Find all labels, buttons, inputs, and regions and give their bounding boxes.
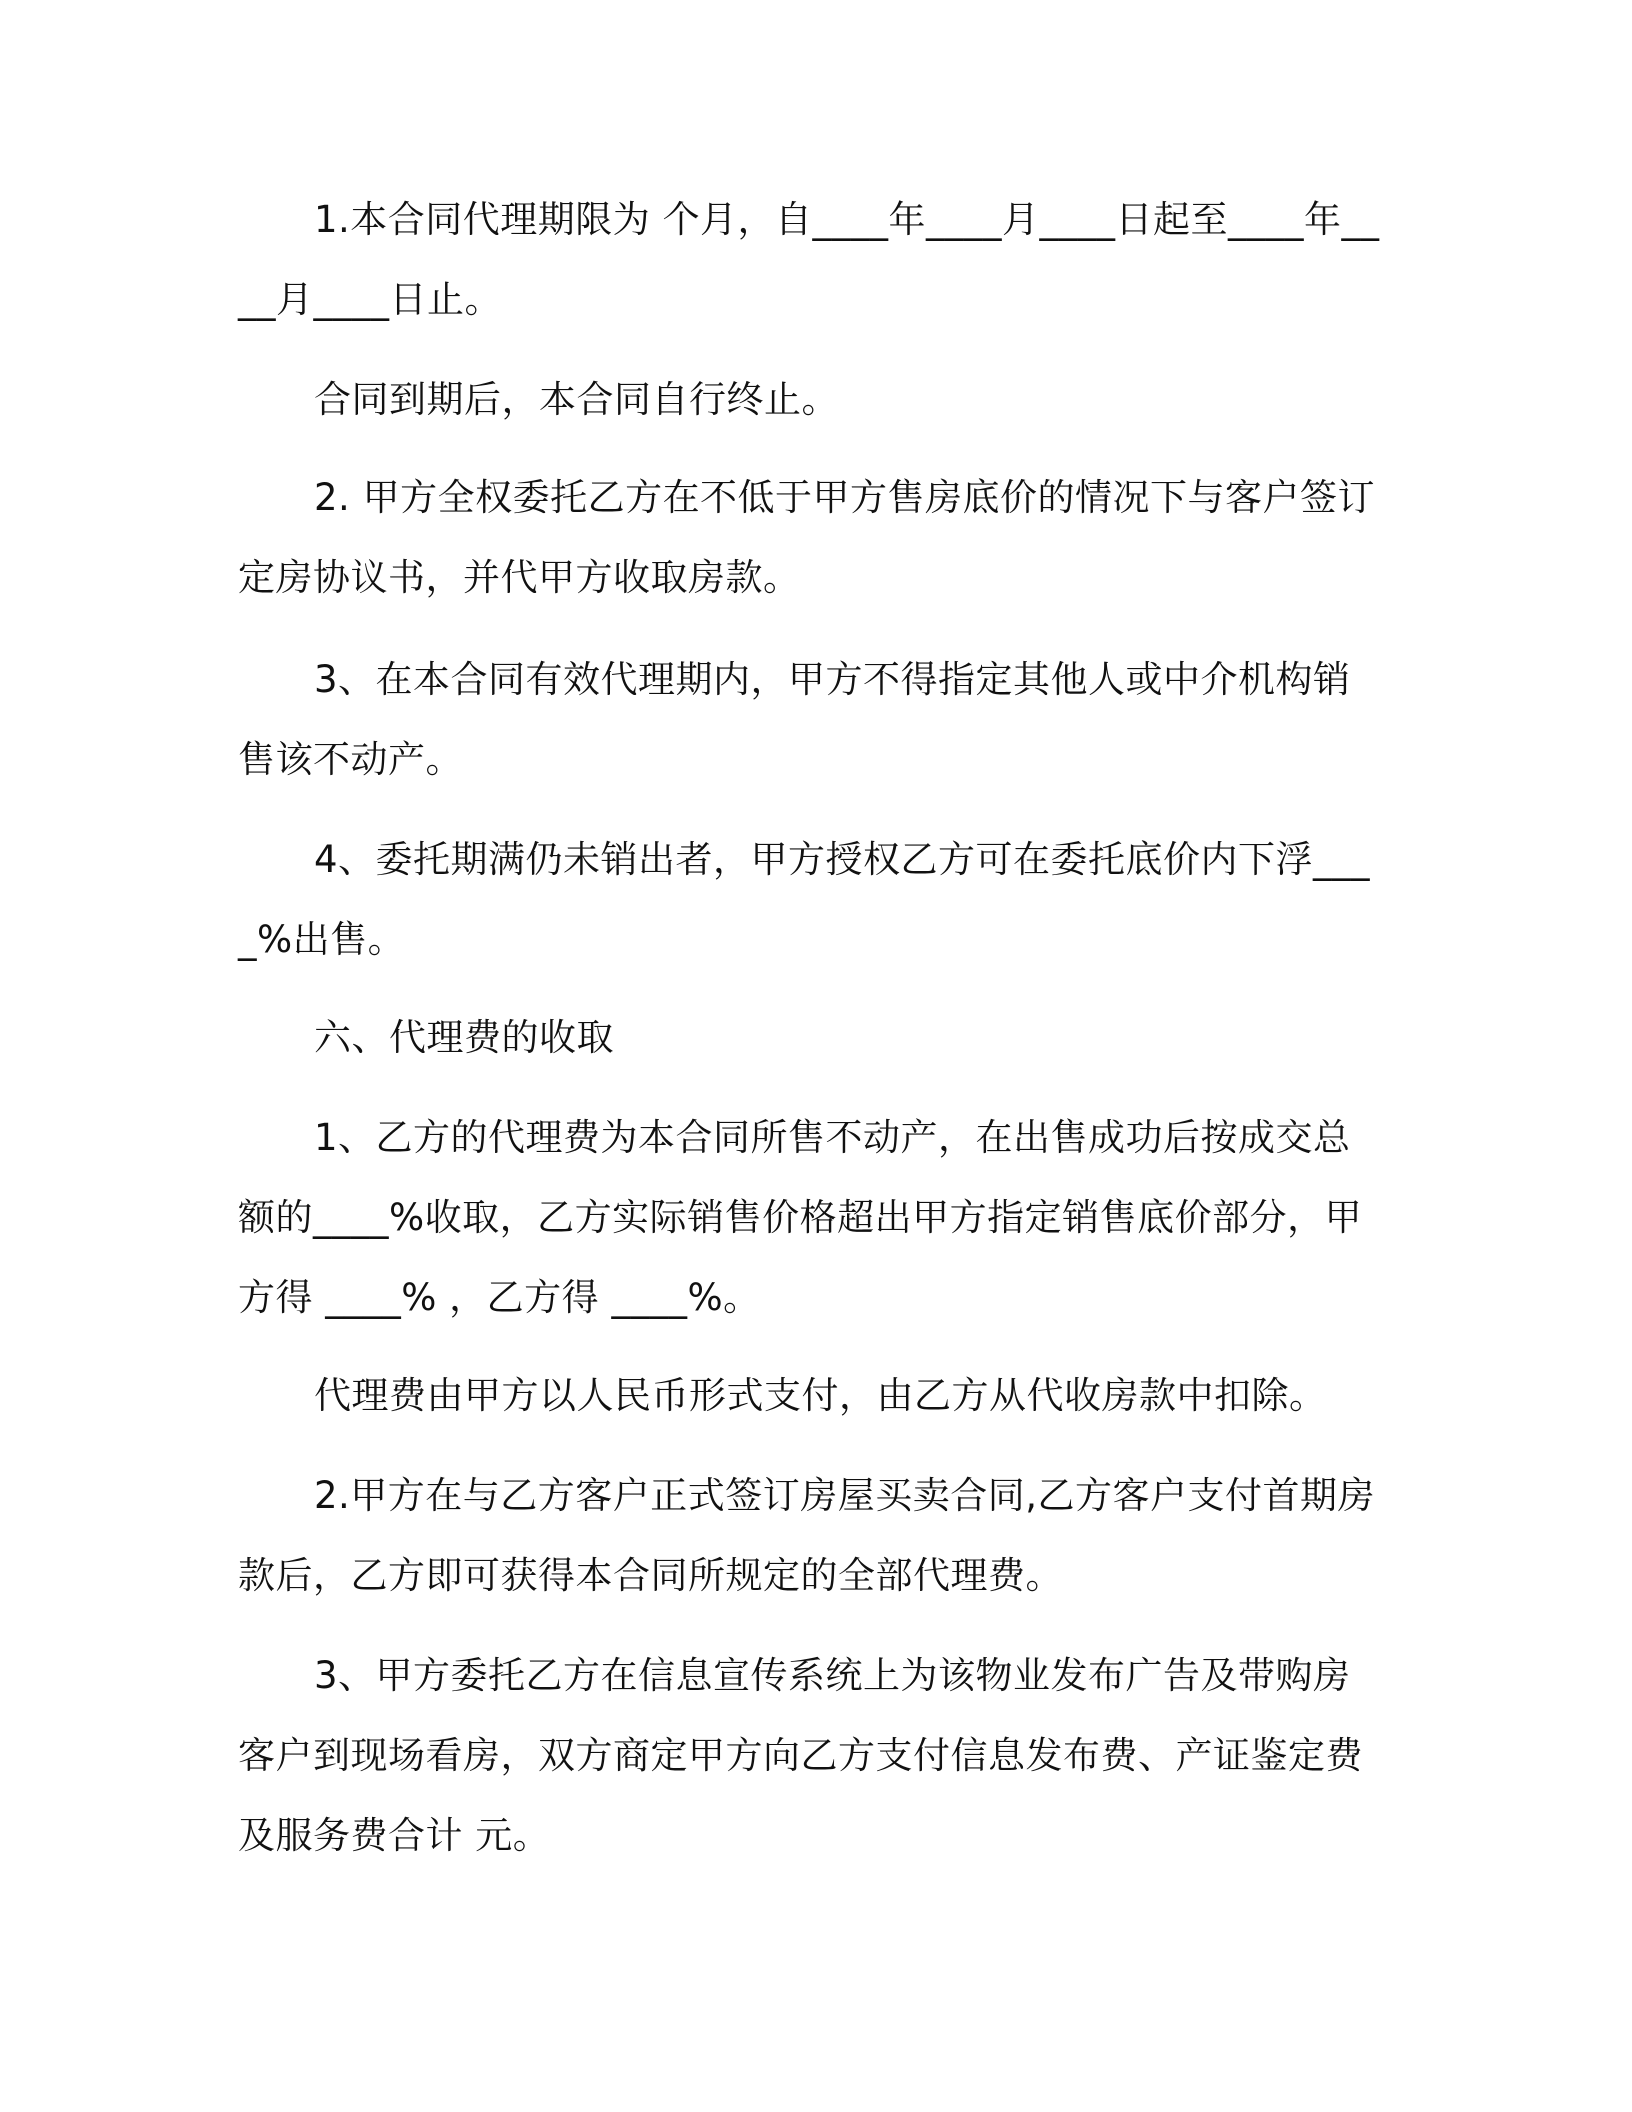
clause-term-period: 1.本合同代理期限为 个月，自____年____月____日起至____年____月____日止。 [238,198,1380,321]
clause-price-reduction: 4、委托期满仍未销出者，甲方授权乙方可在委托底价内下浮____%出售。 [238,838,1371,961]
clause-exclusivity: 3、在本合同有效代理期内，甲方不得指定其他人或中介机构销售该不动产。 [238,658,1351,781]
clause-fee-payment: 代理费由甲方以人民币形式支付，由乙方从代收房款中扣除。 [314,1374,1327,1417]
clause-advertising-fee: 3、甲方委托乙方在信息宣传系统上为该物业发布广告及带购房客户到现场看房，双方商定甲方向乙方支付信息发布费、产证鉴定费及服务费合计 元。 [238,1654,1363,1857]
clause-fee-entitlement: 2.甲方在与乙方客户正式签订房屋买卖合同,乙方客户支付首期房款后，乙方即可获得本合同所规定的全部代理费。 [238,1474,1376,1597]
clause-term-expiry: 合同到期后，本合同自行终止。 [314,378,839,421]
clause-fee-rate: 1、乙方的代理费为本合同所售不动产，在出售成功后按成交总额的____%收取，乙方实际销售价格超出甲方指定销售底价部分，甲方得 ____% ，乙方得 ____%。 [238,1116,1363,1319]
section-heading-agency-fee: 六、代理费的收取 [314,1016,614,1059]
clause-authorization: 2. 甲方全权委托乙方在不低于甲方售房底价的情况下与客户签订定房协议书，并代甲方收取房款。 [238,476,1376,599]
